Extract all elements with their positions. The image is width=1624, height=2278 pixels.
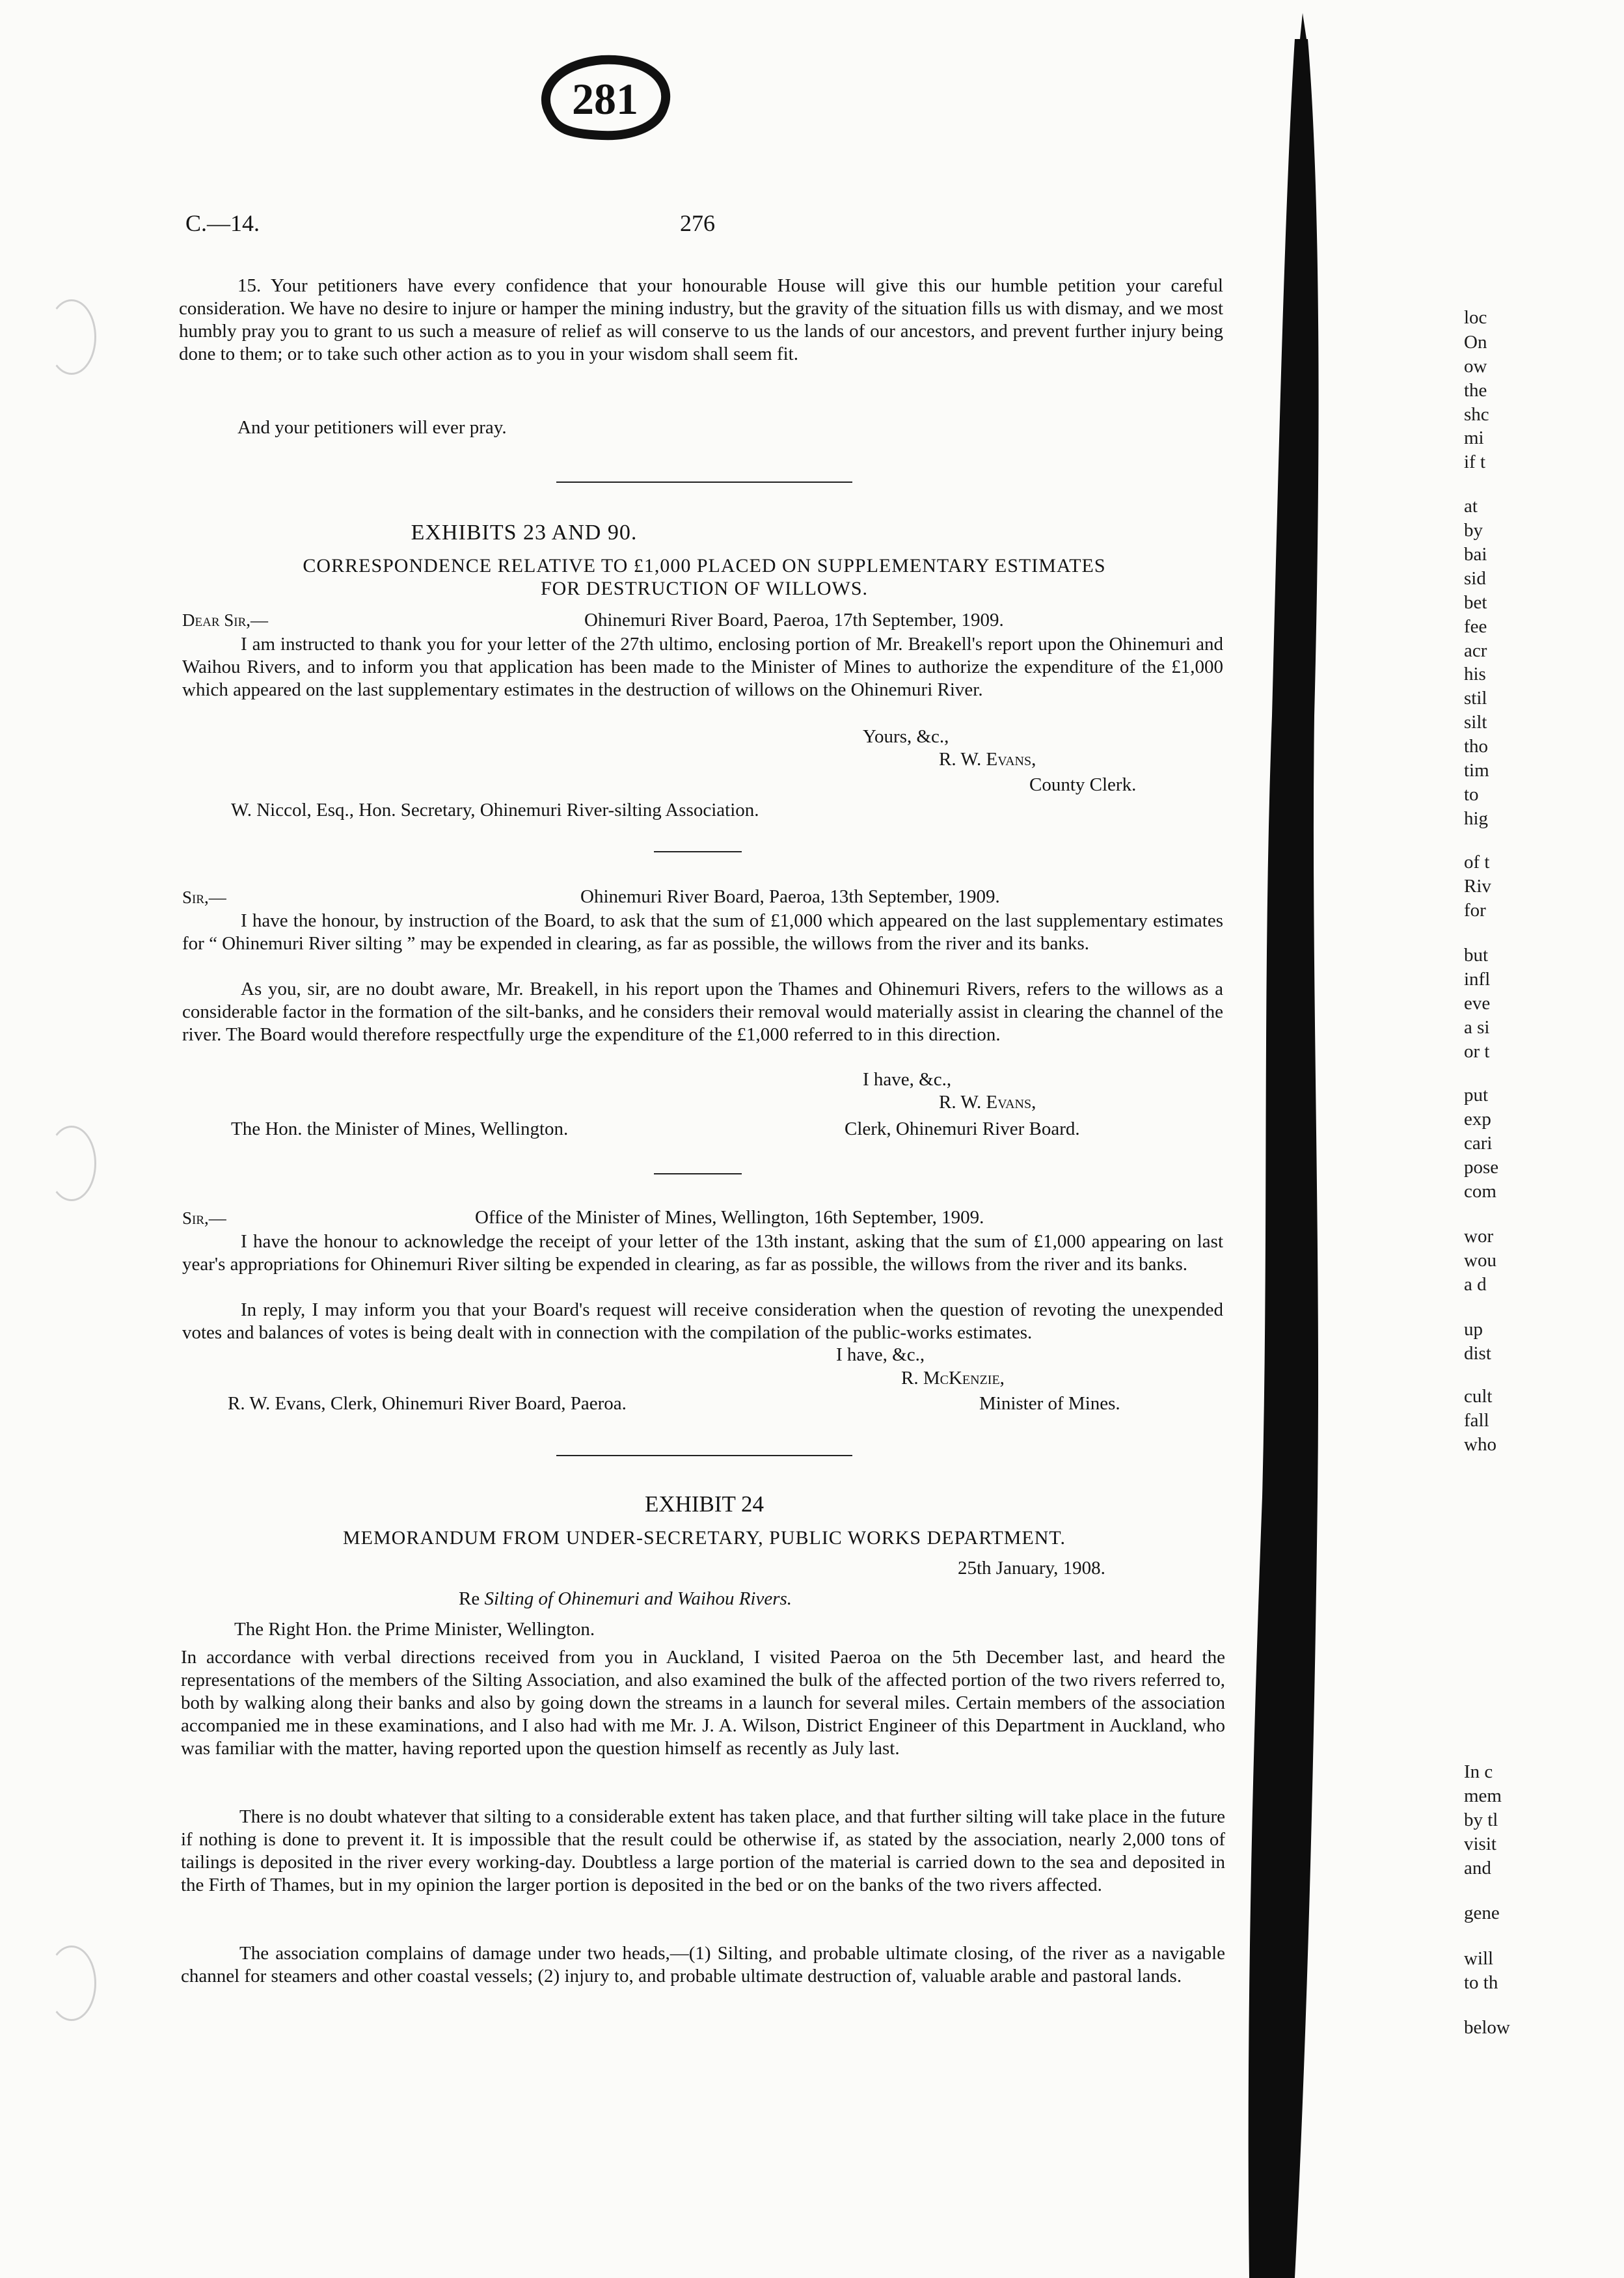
facing-page-fragment: wor xyxy=(1464,1226,1494,1247)
letter-divider xyxy=(654,1173,742,1174)
letter-1-body: I am instructed to thank you for your letter of the 27th ultimo, enclosing portion of Mr. Breakell's report upon the Ohinemuri and Waihou Rivers, and to inform you that application has been made to the Minister of Mines to authorize the expenditure of the £1,000 which appeared on the last supplementary estimates in the destruction of willows on the Ohinemuri River. xyxy=(182,634,1223,700)
facing-page-fragment: dist xyxy=(1464,1343,1491,1364)
letter-divider xyxy=(654,851,742,852)
facing-page-fragment: by tl xyxy=(1464,1810,1498,1830)
facing-page-fragment: silt xyxy=(1464,712,1487,733)
facing-page-fragment: at xyxy=(1464,496,1478,517)
exhibit-24-paragraph-3: The association complains of damage under two heads,—(1) Silting, and probable ultimate closing, of the river as a navigable channel for steamers and other coastal vessels; (2) injury to, and probable ultimate destruction of, valuable arable and pastoral lands. xyxy=(181,1943,1225,1986)
facing-page-fragment: eve xyxy=(1464,993,1491,1014)
facing-page-fragment: but xyxy=(1464,945,1489,966)
facing-page-fragment: put xyxy=(1464,1085,1489,1105)
facing-page-fragment: a d xyxy=(1464,1274,1487,1295)
exhibit-24-paragraph-2: There is no doubt whatever that silting to a considerable extent has taken place, and that further silting will take place in the future if nothing is done to prevent it. It is impossible that the result could be otherwise if, as stated by the association, nearly 2,000 tons of tailings is deposited in the river every working-day. Doubtless a large portion of the material is carried down to the sea and deposited in the Firth of Thames, but in my opinion the larger portion is deposited in the bed or on the banks of the two rivers affected. xyxy=(181,1806,1225,1895)
letter-1-salutation: Dear Sir,— xyxy=(182,610,269,630)
facing-page-fragment: ow xyxy=(1464,356,1487,377)
facing-page-fragment: a si xyxy=(1464,1017,1490,1038)
facing-page-fragment: acr xyxy=(1464,640,1487,661)
letter-3-signer-title: Minister of Mines. xyxy=(979,1393,1120,1414)
letter-2-addressee: The Hon. the Minister of Mines, Wellington. xyxy=(231,1119,569,1139)
facing-page-fragment: mi xyxy=(1464,427,1484,448)
report-reference: C.—14. xyxy=(185,210,260,236)
facing-page-fragment: fall xyxy=(1464,1410,1489,1431)
letter-2-closing: I have, &c., xyxy=(863,1069,952,1090)
letter-2-signer: R. W. Evans, xyxy=(939,1092,1036,1113)
stamp-number: 281 xyxy=(572,74,638,124)
facing-page-fragment: or t xyxy=(1464,1041,1490,1062)
facing-page-fragment: below xyxy=(1464,2017,1510,2038)
letter-1-signer: R. W. Evans, xyxy=(939,749,1036,770)
letter-3-body-1: I have the honour to acknowledge the receipt of your letter of the 13th instant, asking that the sum of £1,000 appearing on last year's appropriations for Ohinemuri River silting be expended in clearing, as far as possible, the willows from the river and its banks. xyxy=(182,1231,1223,1275)
facing-page-fragment: by xyxy=(1464,520,1483,541)
binding-hole xyxy=(47,1126,96,1201)
re-prefix: Re xyxy=(459,1588,480,1609)
facing-page-fragment: Riv xyxy=(1464,876,1491,897)
exhibit-24-paragraph-1: In accordance with verbal directions received from you in Auckland, I visited Paeroa on the 5th December last, and heard the representations of the members of the Silting Association, and also examined the bulk of the affected portion of the two rivers referred to, both by walking along their banks and also by going down the streams in a launch for several miles. Certain members of the association accompanied me in these examinations, and I also had with me Mr. J. A. Wilson, District Engineer of this Department in Auckland, who was familiar with the matter, having reported upon the question himself as recently as July last. xyxy=(181,1647,1225,1759)
petition-closing: And your petitioners will ever pray. xyxy=(237,417,507,438)
page-number: 276 xyxy=(680,210,715,236)
facing-page-fragment: tho xyxy=(1464,736,1489,757)
exhibit-24-re-line xyxy=(459,1588,792,1610)
facing-page-fragment: his xyxy=(1464,664,1486,685)
facing-page-fragment: cari xyxy=(1464,1133,1493,1154)
letter-2-salutation: Sir,— xyxy=(182,888,226,907)
letter-1-closing: Yours, &c., xyxy=(863,726,949,747)
facing-page-fragment: for xyxy=(1464,900,1486,921)
facing-page-fragment: bai xyxy=(1464,544,1487,565)
facing-page-fragment: who xyxy=(1464,1434,1496,1455)
exhibit-24-title: EXHIBIT 24 xyxy=(644,1491,765,1517)
facing-page-fragment: bet xyxy=(1464,592,1487,613)
petition-paragraph-15: 15. Your petitioners have every confidence that your honourable House will give this our humble petition your careful consideration. We have no desire to injure or hamper the mining industry, but the gravity of the situation fills us with dismay, and we most humbly pray you to grant to us such a measure of relief as will conserve to us the lands of our ancestors, and prevent further injury being done to them; or to take such other action as to you in your wisdom shall seem fit. xyxy=(179,275,1223,364)
facing-page-fragment: to xyxy=(1464,784,1479,805)
binding-hole xyxy=(47,1946,96,2021)
facing-page-fragment: fee xyxy=(1464,616,1487,637)
facing-page-fragment: visit xyxy=(1464,1834,1496,1854)
facing-page-fragment: On xyxy=(1464,332,1487,353)
binding-shadow xyxy=(1223,0,1379,2278)
letter-1-signer-title: County Clerk. xyxy=(1029,774,1137,795)
letter-2-signer-title: Clerk, Ohinemuri River Board. xyxy=(845,1119,1080,1139)
facing-page-fragment: infl xyxy=(1464,969,1491,990)
exhibit-23-90-title: EXHIBITS 23 AND 90. xyxy=(411,521,638,545)
page-stamp xyxy=(530,52,680,143)
facing-page-fragment: In c xyxy=(1464,1761,1493,1782)
facing-page-fragment: loc xyxy=(1464,307,1487,328)
facing-page-fragment: exp xyxy=(1464,1109,1491,1130)
letter-3-signer: R. McKenzie, xyxy=(901,1368,1005,1389)
facing-page-fragment: tim xyxy=(1464,760,1489,781)
section-divider xyxy=(556,481,852,483)
facing-page-fragment: hig xyxy=(1464,808,1489,829)
facing-page-fragment: shc xyxy=(1464,404,1489,425)
letter-3-addressee: R. W. Evans, Clerk, Ohinemuri River Board, Paeroa. xyxy=(228,1393,627,1414)
facing-page-fragment: com xyxy=(1464,1181,1496,1202)
exhibit-23-90-subtitle-line-1: CORRESPONDENCE RELATIVE TO £1,000 PLACED ON SUPPLEMENTARY ESTIMATES xyxy=(303,555,1106,576)
facing-page-fragment: mem xyxy=(1464,1785,1502,1806)
facing-page-fragment: cult xyxy=(1464,1386,1493,1407)
exhibit-23-90-subtitle-line-2: FOR DESTRUCTION OF WILLOWS. xyxy=(540,578,869,599)
facing-page-fragment: and xyxy=(1464,1858,1491,1878)
facing-page-fragment: sid xyxy=(1464,568,1486,589)
facing-page-fragment: of t xyxy=(1464,852,1490,873)
exhibit-24-subtitle: MEMORANDUM FROM UNDER-SECRETARY, PUBLIC WORKS DEPARTMENT. xyxy=(343,1527,1066,1549)
facing-page-fragment: gene xyxy=(1464,1903,1500,1923)
facing-page-fragment: stil xyxy=(1464,688,1487,709)
exhibit-24-addressee: The Right Hon. the Prime Minister, Wellington. xyxy=(234,1619,595,1640)
binding-hole xyxy=(47,299,96,375)
re-subject: Silting of Ohinemuri and Waihou Rivers. xyxy=(484,1588,792,1609)
letter-2-place-date: Ohinemuri River Board, Paeroa, 13th September, 1909. xyxy=(580,886,1000,907)
exhibit-24-date: 25th January, 1908. xyxy=(958,1558,1105,1579)
letter-3-closing: I have, &c., xyxy=(836,1344,925,1365)
letter-3-salutation: Sir,— xyxy=(182,1208,226,1228)
facing-page-fragment: to th xyxy=(1464,1972,1498,1993)
facing-page-fragment: up xyxy=(1464,1319,1483,1340)
facing-page-fragment: pose xyxy=(1464,1157,1499,1178)
letter-3-place-date: Office of the Minister of Mines, Wellington, 16th September, 1909. xyxy=(475,1207,984,1228)
letter-2-body-2: As you, sir, are no doubt aware, Mr. Breakell, in his report upon the Thames and Ohinemuri Rivers, refers to the willows as a considerable factor in the formation of the silt-banks, and he considers their removal would materially assist in clearing the channel of the river. The Board would therefore respectfully urge the expenditure of the £1,000 referred to in this direction. xyxy=(182,979,1223,1045)
letter-3-body-2: In reply, I may inform you that your Board's request will receive consideration when the question of revoting the unexpended votes and balances of votes is being dealt with in connection with the compilation of the public-works estimates. xyxy=(182,1299,1223,1343)
facing-page-fragment: wou xyxy=(1464,1250,1496,1271)
section-divider xyxy=(556,1455,852,1456)
facing-page-fragment: the xyxy=(1464,380,1487,401)
letter-1-addressee: W. Niccol, Esq., Hon. Secretary, Ohinemuri River-silting Association. xyxy=(231,800,759,820)
letter-2-body-1: I have the honour, by instruction of the Board, to ask that the sum of £1,000 which appeared on the last supplementary estimates for “ Ohinemuri River silting ” may be expended in clearing, as far as possible, the willows from the river and its banks. xyxy=(182,910,1223,954)
facing-page-fragment: if t xyxy=(1464,452,1486,472)
letter-1-place-date: Ohinemuri River Board, Paeroa, 17th September, 1909. xyxy=(584,610,1004,631)
facing-page-fragment: will xyxy=(1464,1948,1494,1969)
